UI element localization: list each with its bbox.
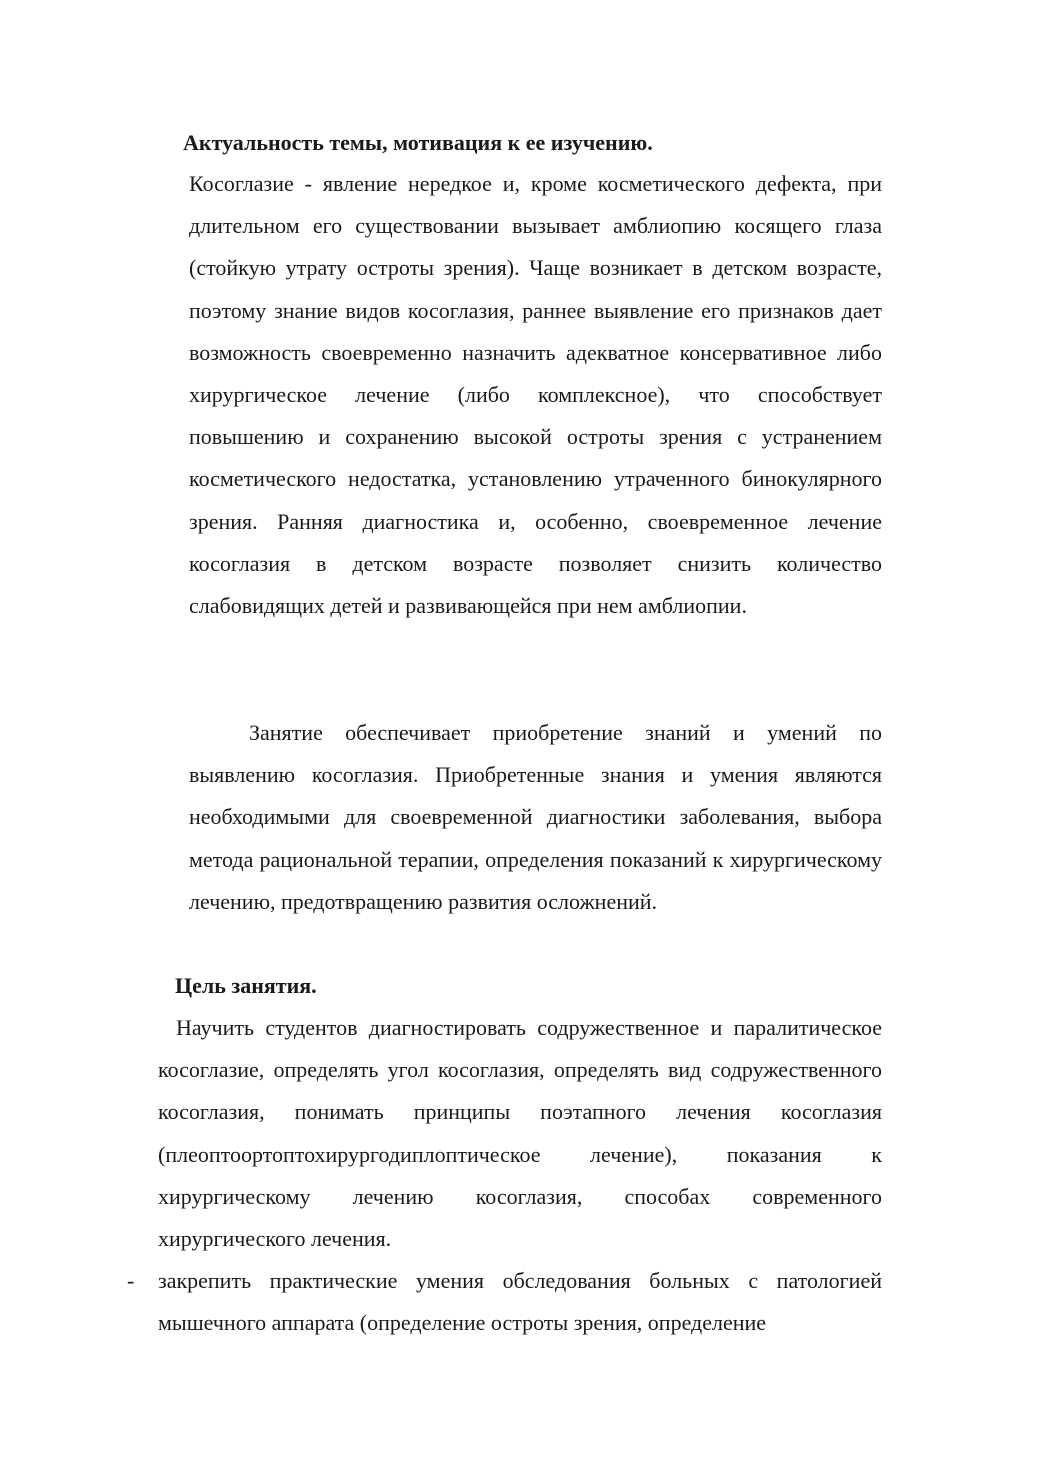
section-heading-relevance: Актуальность темы, мотивация к ее изучению. <box>183 130 653 155</box>
section-heading-goal: Цель занятия. <box>175 973 317 998</box>
bullet-marker: - <box>127 1268 135 1293</box>
relevance-paragraph-1: Косоглазие - явление нередкое и, кроме косметического дефекта, при длительном его существовании вызывает амблиопию косящего глаза (стойкую утрату остроты зрения). Чаще возникает в детском возрасте, поэтому знание видов косоглазия, раннее выявление его признаков дает возможность своевременно назначить адекватное консервативное либо хирургическое лечение (либо комплексное), что способствует повышению и сохранению высокой остроты зрения с устранением косметического недостатка, установлению утраченного бинокулярного зрения. Ранняя диагностика и, особенно, своевременное лечение косоглазия в детском возрасте позволяет снизить количество слабовидящих детей и развивающейся при нем амблиопии. <box>189 171 882 619</box>
goal-paragraph-1: Научить студентов диагностировать содружественное и паралитическое косоглазие, определять угол косоглазия, определять вид содружественного косоглазия, понимать принципы поэтапного лечения косоглазия (плеоптоортоптохирургодиплоптическое лечение), показания к хирургическому лечению косоглазия, способах современного хирургического лечения. <box>158 1015 882 1252</box>
goal-bullet-1: закрепить практические умения обследования больных с патологией мышечного аппарата (определение остроты зрения, определение <box>158 1268 882 1336</box>
relevance-paragraph-2: Занятие обеспечивает приобретение знаний и умений по выявлению косоглазия. Приобретенные знания и умения являются необходимыми для своевременной диагностики заболевания, выбора метода рациональной терапии, определения показаний к хирургическому лечению, предотвращению развития осложнений. <box>189 720 882 914</box>
